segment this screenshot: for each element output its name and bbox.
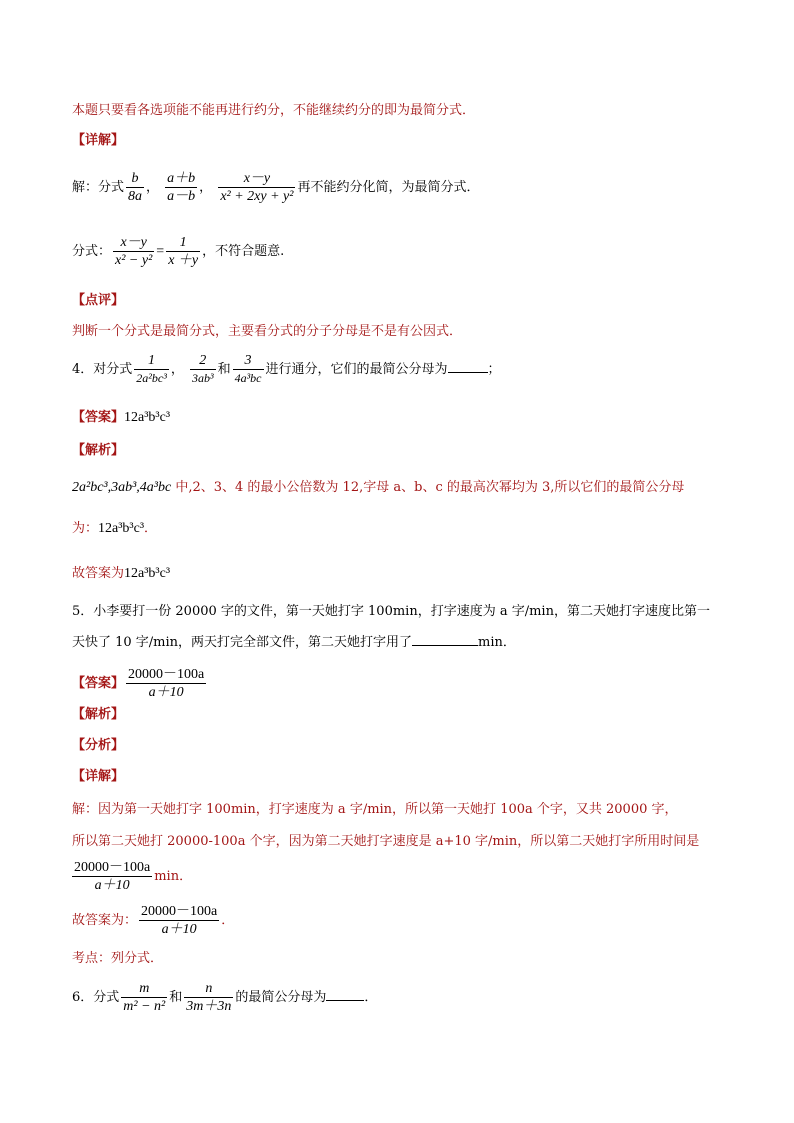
q6-fraction-2: $\frac{n}{3m+3n}$ — [186, 981, 232, 1014]
answer-4 — [72, 409, 170, 427]
q6-fraction-1: $\frac{m}{\text{m² − n²}}$ — [123, 981, 166, 1014]
so-answer-5 — [72, 903, 234, 938]
answer-blank[interactable] — [448, 360, 488, 373]
tag-detail-5: 【详解】 — [72, 769, 125, 784]
q6-prefix: 6．分式 — [72, 990, 120, 1005]
solution-line — [72, 170, 480, 205]
comma: ， — [199, 180, 213, 195]
detail-5-fraction: $\frac{20000-100a}{a+10}$ — [74, 860, 151, 893]
solution-prefix: 解：分式 — [72, 180, 125, 195]
q4-fraction-2: $\frac{2}{\text{3ab³}}$ — [191, 353, 214, 385]
question-6 — [72, 980, 377, 1015]
so5-dot: ． — [221, 913, 235, 928]
solution-suffix: 再不能约分化简，为最简分式． — [297, 180, 480, 195]
so4-prefix: 故答案为 — [72, 566, 125, 581]
analysis-expr: 2a²bc³,3ab³,4a³bc — [72, 480, 172, 495]
fraction-diff-squares: $\frac{x-y}{\text{x² − y²}}$ — [115, 235, 153, 268]
q5-line-1: 5．小李要打一份 20000 字的文件，第一天她打字 100min，打字速度为 a 字/min，第二天她打字速度比第一 — [72, 604, 710, 619]
detail-5-line-3 — [72, 859, 192, 894]
q4-prefix: 4．对分式 — [72, 362, 133, 377]
solution2-prefix: 分式： — [72, 244, 112, 259]
detail-5-unit: min． — [154, 869, 193, 884]
tag-analysis: 【解析】 — [72, 443, 125, 458]
comment-line: 判断一个分式是最简分式，主要看分式的分子分母是不是有公因式． — [72, 324, 463, 339]
analysis-wei: 为： — [72, 521, 99, 536]
tag-answer-5: 【答案】 — [72, 676, 125, 691]
answer-4-value: 12a³b³c³ — [124, 410, 171, 425]
detail-5-line-2: 所以第二天她打 20000-100a 个字，因为第二天她打字速度是 a+10 字/min，所以第二天她打字所用时间是 — [72, 834, 700, 849]
q6-and: 和 — [169, 990, 183, 1005]
comma: ， — [146, 180, 160, 195]
key-point: 考点：列分式． — [72, 951, 164, 966]
answer-blank-5[interactable] — [412, 633, 478, 646]
analysis-4-line — [72, 479, 684, 497]
q4-fraction-1: $\frac{1}{\text{2a²bc³}}$ — [136, 353, 167, 385]
q6-end: ． — [364, 990, 378, 1005]
q5-line-2 — [72, 633, 516, 652]
detail-5-line-1: 解：因为第一天她打字 100min，打字速度为 a 字/min，所以第一天她打 100a 个字，又共 20000 字， — [72, 802, 678, 817]
answer-5-fraction: $\frac{20000-100a}{a+10}$ — [128, 667, 205, 700]
solution2-suffix: ，不符合题意. — [202, 244, 285, 259]
fraction-x-minus-y: $\frac{x-y}{\text{x² + 2xy + y²}}$ — [220, 171, 294, 204]
question-4: 4．对分式 $\frac{1}{\text{2a²bc³}}$ ， $\frac{2}{\text{3ab³}}$ 和 $\frac{3}{\text{4a³bc}}$ 进行通分，它们的最简公分母为 ； — [72, 353, 501, 385]
q6-suffix: 的最简公分母为 — [235, 990, 327, 1005]
analysis-answer: 12a³b³c³ — [98, 521, 145, 536]
analysis-4-line-2 — [72, 520, 157, 538]
tag-analyze-5: 【分析】 — [72, 738, 125, 753]
intro-line: 本题只要看各选项能不能再进行约分，不能继续约分的即为最简分式． — [72, 103, 476, 118]
so4-value: 12a³b³c³ — [124, 566, 171, 581]
answer-5 — [72, 666, 208, 701]
q4-fraction-3: $\frac{3}{\text{4a³bc}}$ — [234, 353, 262, 385]
q4-suffix: 进行通分，它们的最简公分母为 — [265, 362, 448, 377]
equals-sign: = — [156, 244, 165, 259]
so-answer-4 — [72, 565, 170, 583]
analysis-text: 中,2、3、4 的最小公倍数为 12,字母 a、b、c 的最高次幂均为 3,所以它们的最简公分母 — [171, 480, 685, 495]
tag-detail: 【详解】 — [72, 133, 125, 148]
so5-fraction: $\frac{20000-100a}{a+10}$ — [141, 904, 218, 937]
fraction-one-over-sum: $\frac{1}{x +y}$ — [168, 235, 199, 268]
solution-line-2 — [72, 234, 284, 269]
tag-analysis-5: 【解析】 — [72, 707, 125, 722]
answer-blank-6[interactable] — [326, 988, 364, 1001]
analysis-dot: ． — [144, 521, 158, 536]
fraction-a-plus-b: $\frac{a+b}{a-b}$ — [167, 171, 196, 204]
so5-prefix: 故答案为： — [72, 913, 138, 928]
q4-and: 和 — [217, 362, 231, 377]
q4-end: ； — [487, 362, 501, 377]
q5-text: 天快了 10 字/min，两天打完全部文件，第二天她打字用了 — [72, 635, 413, 650]
q5-unit: min． — [478, 635, 516, 650]
tag-comment: 【点评】 — [72, 293, 125, 308]
tag-answer: 【答案】 — [72, 410, 125, 425]
fraction-b-8a: $\frac{b}{8a}$ — [128, 171, 143, 204]
